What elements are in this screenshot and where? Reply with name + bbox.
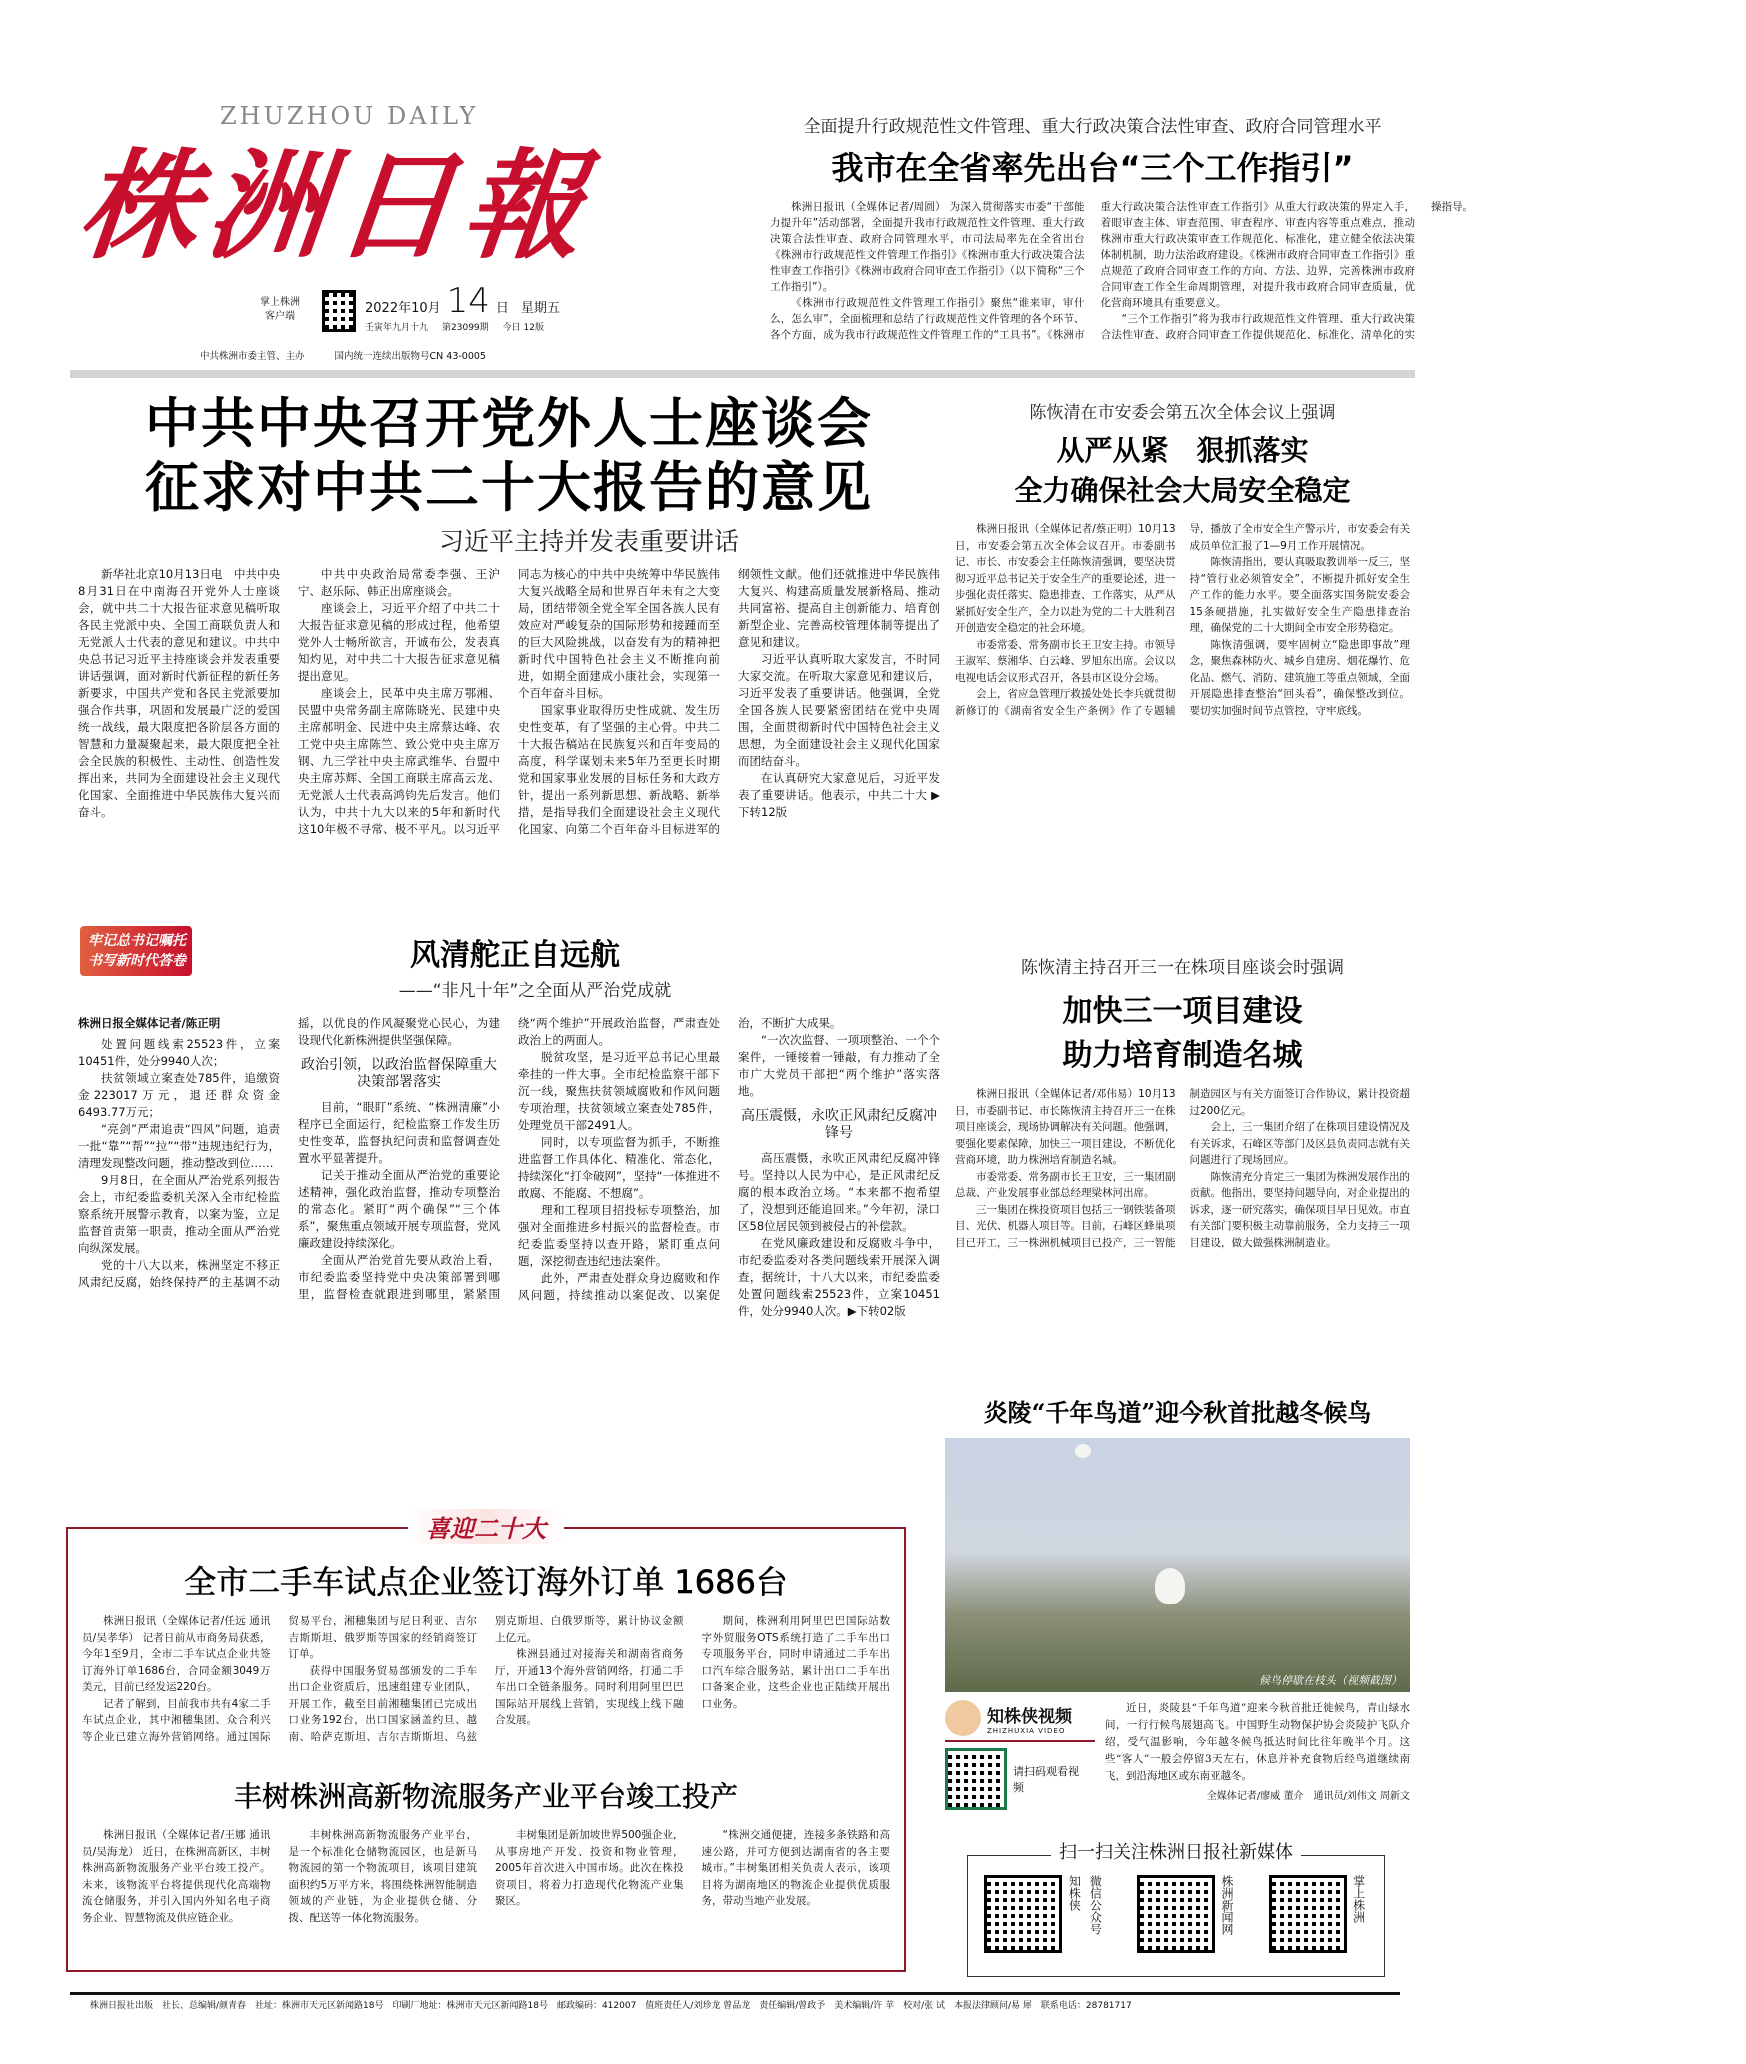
lead-title-2: 征求对中共二十大报告的意见 <box>145 456 873 519</box>
paragraph: 株洲日报讯（全媒体记者/周圆） 为深入贯彻落实市委“干部能力提升年”活动部署，全面提升我市行政规范性文件管理、重大行政决策合法性审查、政府合同管理水平，市司法局率先在全省出台《株洲市行政规范性文件管理工作指引》《株洲市重大行政决策合法性审查工作指引》《株洲市政府合同审查工作指引》（以下简称“三个工作指引”）。 <box>770 201 1085 293</box>
car-body <box>82 1613 890 1753</box>
top-story-kicker: 全面提升行政规范性文件管理、重大行政决策合法性审查、政府合同管理水平 <box>803 117 1382 137</box>
celebrate-banner: 喜迎二十大 <box>408 1509 564 1544</box>
safety-kicker: 陈恢清在市安委会第五次全体会议上强调 <box>1029 403 1336 423</box>
paragraph: 座谈会上，民革中央主席万鄂湘、民盟中央常务副主席陈晓光、民建中央主席郝明金、民进中央主席蔡达峰、农工党中央主席陈竺、致公党中央主席万钢、九三学社中央主席武维华、台盟中央主席苏辉、全国工商联主席高云龙、无党派人士代表高鸿钧先后发言。他们认为，中共十九大以来的5年和新时代这10年极不寻常、极不平凡。以习近平同志为核心的中共中央统筹中华民族伟大复兴战略全局和世界百年未有之大变局，团结带领全党全军全国各族人民有效应对严峻复杂的国际形势和接踵而至的巨大风险挑战，以奋发有为的精神把新时代中国特色社会主义不断推向前进，如期全面建成小康社会，实现第一个百年奋斗目标。 <box>298 567 720 836</box>
issue-line <box>365 322 544 334</box>
qr-code[interactable] <box>1269 1875 1347 1953</box>
paragraph: 高压震慑，永吹正风肃纪反腐冲锋号。坚持以人民为中心，是正风肃纪反腐的根本政治立场。“本来都不抱希望了，没想到还能追回来。”今年初，渌口区58位居民领到被侵占的补偿款。 <box>738 1151 940 1233</box>
paragraph: 丰树株洲高新物流服务产业平台，是一个标准化仓储物流园区，也是新马物流园的第一个物流项目，该项目建筑面积约5万平方米，将围绕株洲智能制造领域的产业链，为企业提供仓储、分拨、配送等一体化物流服务。 <box>288 1829 477 1924</box>
qr-label: 株洲新闻网 <box>1219 1875 1234 1935</box>
qr-zhizhuxia[interactable] <box>984 1875 1104 1953</box>
masthead-divider <box>70 370 1415 378</box>
paragraph: 9月8日，在全面从严治党系列报告会上，市纪委监委机关深入全市纪检监察系统开展警示教育，以案为鉴，立足监督首责第一职责，推动全面从严治党向纵深发展。 <box>78 1173 280 1255</box>
paragraph: “亮剑”严肃追责“四风”问题，追责一批“靠”“帮”“拉”“带”违规违纪行为，清理发现整改问题，推动整改到位…… <box>78 1122 280 1170</box>
qr-label: 掌上株洲 <box>1351 1875 1366 1923</box>
app-label-1: 掌上株洲 <box>260 297 300 308</box>
paragraph: 《株洲市行政规范性文件管理工作指引》聚焦“谁来审，审什么，怎么审”，全面梳理和总结了行政规范性文件管理的各个环节、各个方面，成为我市行政规范性文件管理工作的“工具书”。《株洲市重大行政决策合法性审查工作指引》从重大行政决策的界定入手，着眼审查主体、审查范围、审查程序、审查内容等重点难点，推动株洲市重大行政决策审查工作规范化、标准化，建立健全依法决策体制机制，助力法治政府建设。《株洲市政府合同审查工作指引》重点规范了政府合同审查工作的方向、方法、边界，完善株洲市政府合同审查工作全生命周期管理，对提升我市政府合同审查质量，优化营商环境具有重要意义。 <box>770 201 1415 341</box>
cn-number: 国内统一连续出版物号CN 43-0005 <box>334 351 486 362</box>
paragraph: 在认真研究大家意见后，习近平发表了重要讲话。他表示，中共二十大 ▶下转12版 <box>738 771 940 819</box>
lead-story <box>78 392 940 896</box>
paragraph: 会上，省应急管理厅救援处处长李兵就贯彻新修订的《湖南省安全生产条例》作了专题辅导，播放了全市安全生产警示片，市安委会有关成员单位汇报了1—9月工作开展情况。 <box>955 523 1410 717</box>
paragraph: 处置问题线索25523件，立案10451件，处分9940人次； <box>78 1037 280 1068</box>
date-day: 14 <box>446 281 490 321</box>
inline-heading: 高压震慑，永吹正风肃纪反腐冲锋号 <box>741 1108 937 1141</box>
scan-hint: 请扫码观看视频 <box>1013 1765 1079 1794</box>
qr-news-site[interactable] <box>1137 1875 1236 1953</box>
date-prefix: 2022年10月 <box>365 301 441 316</box>
paragraph: 此外，严肃查处群众身边腐败和作风问题，持续推动以案促改、以案促治，不断扩大成果。 <box>518 1016 842 1302</box>
top-story-title: 我市在全省率先出台“三个工作指引” <box>831 149 1354 187</box>
car-title: 全市二手车试点企业签订海外订单 1686台 <box>184 1563 788 1601</box>
logo: 株洲日報 <box>72 136 600 275</box>
badge-line-2: 书写新时代答卷 <box>88 953 186 969</box>
paragraph: 株洲日报讯（全媒体记者/任远 通讯员/吴孝华） 记者日前从市商务局获悉，今年1至9月，全市二手车试点企业共签订海外订单1686台，合同金额3049万美元，目前已经发运220台。 <box>82 1615 271 1693</box>
lead-body <box>78 566 940 896</box>
lead-title-1: 中共中央召开党外人士座谈会 <box>145 392 873 455</box>
bird-photo <box>945 1438 1410 1692</box>
sany-title-1: 加快三一项目建设 <box>1062 994 1303 1029</box>
paragraph: 株洲县通过对接海关和湖南省商务厅，开通13个海外营销网络，打通二手车出口全链条服务。同时利用阿里巴巴国际站开展线上营销，实现线上线下融合发展。 <box>495 1648 684 1726</box>
video-brand-panel <box>945 1700 1095 1810</box>
paragraph: 期间，株洲利用阿里巴巴国际站数字外贸服务OTS系统打造了二手车出口专项服务平台，同时申请通过二手车出口汽车综合服务站，累计出口二手车出口备案企业，这些企业也正陆续开展出口业务。 <box>701 1615 890 1710</box>
badge-line-1: 牢记总书记嘱托 <box>88 933 186 949</box>
paragraph: 市委常委、常务副市长王卫安主持。市领导王淑军、蔡湘华、白云峰、罗旭东出席。会议以电视电话会议形式召开，各县市区设分会场。 <box>955 638 1176 684</box>
sany-body <box>955 1086 1410 1386</box>
paragraph: 陈恢清充分肯定三一集团为株洲发展作出的贡献。他指出，要坚持问题导向，对企业提出的诉求，逐一研究落实，确保项目早日见效。市直有关部门要积极主动靠前服务，全力支持三一项目建设，做大做强株洲制造业。 <box>1189 1170 1410 1249</box>
lead-subtitle: 习近平主持并发表重要讲话 <box>438 527 739 556</box>
feature-body <box>70 1015 940 1495</box>
sany-title-2: 助力培育制造名城 <box>1062 1038 1303 1073</box>
paragraph: 国家事业取得历史性成就、发生历史性变革，有了坚强的主心骨。中共二十大报告稿站在民族复兴和百年变局的高度，科学谋划未来5年乃至更长时期党和国家事业发展的目标任务和大政方针，提出一系列新思想、新战略、新举措，是指导我们全面建设社会主义现代化国家、向第二个百年奋斗目标进军的纲领性文献。他们还就推进中华民族伟大复兴、构建高质量发展新格局、推动共同富裕、提高自主创新能力、培育创新型企业、完善高校管理体制等提出了意见和建议。 <box>518 567 940 836</box>
inline-heading: 政治引领，以政治监督保障重大决策部署落实 <box>301 1057 497 1090</box>
paragraph: 党的十八大以来，株洲坚定不移正风肃纪反腐，始终保持严的主基调不动摇，以优良的作风凝聚党心民心，为建设现代化新株洲提供坚强保障。 <box>78 1016 500 1289</box>
paragraph: 丰树集团是新加坡世界500强企业，从事房地产开发、投资和物业管理，2005年首次进入中国市场。此次在株投资项目，将着力打造现代化物流产业集聚区。 <box>495 1829 684 1907</box>
page-count: 今日 12版 <box>502 323 544 333</box>
feature-story <box>70 910 940 1495</box>
masthead <box>70 100 760 340</box>
app-qr-code[interactable] <box>322 290 356 332</box>
sany-kicker: 陈恢清主持召开三一在株项目座谈会时强调 <box>1021 958 1344 978</box>
paragraph: 株洲日报讯（全媒体记者/蔡正明）10月13日，市安委会第五次全体会议召开。市委副书记、市长、市安委会主任陈恢清强调，要坚决贯彻习近平总书记关于安全生产的重要论述，进一步强化责任落实、隐患排查、工作落实，从严从紧抓好安全生产，全力以赴为党的二十大胜利召开创造安全稳定的社会环境。 <box>955 523 1176 634</box>
feature-badge <box>80 926 192 976</box>
date-line <box>365 281 560 321</box>
weekday: 星期五 <box>520 301 560 316</box>
paragraph: 株洲日报讯（全媒体记者/王娜 通讯员/吴海龙） 近日，在株洲高新区，丰树株洲高新物流服务产业平台竣工投产。未来，该物流平台将提供现代化高端物流仓储服务，并引入国内外知名电子商务企业、智慧物流及供应链企业。 <box>82 1829 271 1924</box>
paragraph: 扶贫领域立案查处785件，追缴资金223017万元，退还群众资金6493.77万元； <box>78 1071 280 1119</box>
paragraph: 同时，以专项监督为抓手，不断推进监督工作具体化、精准化、常态化，持续深化“打伞破网”，坚持“一体推进不敢腐、不能腐、不想腐”。 <box>518 1135 720 1200</box>
video-brand-en: ZHIZHUXIA VIDEO <box>987 1726 1066 1735</box>
paragraph: 会上，三一集团介绍了在株项目建设情况及有关诉求，石峰区等部门及区县负责同志就有关问题进行了现场回应。 <box>1189 1121 1410 1166</box>
paragraph: 市委常委、常务副市长王卫安，三一集团副总裁、产业发展事业部总经理梁林河出席。 <box>955 1170 1176 1199</box>
paragraph: 目前，“眼盯”系统、“株洲清廉”小程序已全面运行，纪检监察工作发生历史性变革，监督执纪问责和监督调查处置水平显著提升。 <box>298 1100 500 1165</box>
feature-subtitle: ——“非凡十年”之全面从严治党成就 <box>398 981 672 1001</box>
sany-story <box>955 953 1410 1386</box>
footer-imprint: 株洲日报社出版 社长、总编辑/颜青春 社址：株洲市天元区新闻路18号 印刷厂地址：株洲市天元区新闻路18号 邮政编码：412007 值班责任人/刘珍龙 曾品龙 责任编辑/曾政予 美术编辑/许 苹 校对/张 试 本报法律顾问/易 犀 联系电话：28781717 <box>90 2001 1132 2011</box>
logistics-title: 丰树株洲高新物流服务产业平台竣工投产 <box>233 1780 738 1813</box>
qr-code[interactable] <box>984 1875 1062 1953</box>
paragraph: 理和工程项目招投标专项整治，加强对全面推进乡村振兴的监督检查。市纪委监委坚持以查开路，紧盯重点问题，深挖彻查违纪违法案件。 <box>518 1203 720 1268</box>
video-block <box>945 1700 1410 1810</box>
feature-title: 风清舵正自远航 <box>410 938 620 973</box>
paragraph: 座谈会上，习近平介绍了中共二十大报告征求意见稿的形成过程，他希望党外人士畅所欲言，开诚布公，发表真知灼见，对中共二十大报告征求意见稿提出意见。 <box>298 601 500 683</box>
paragraph: 陈恢清强调，要牢固树立“隐患即事故”理念，聚焦森林防火、城乡自建房、烟花爆竹、危化品、燃气、消防、建筑施工等重点领域，全面开展隐患排查整治“回头看”，确保整改到位。要切实加强时间节点管控，守牢底线。 <box>1189 638 1410 717</box>
zhizhuxia-logo <box>945 1700 981 1736</box>
date-suffix: 日 <box>495 301 509 316</box>
new-media-box <box>967 1842 1385 1977</box>
paragraph: 全面从严治党首先要从政治上看，市纪委监委坚持党中央决策部署到哪里，监督检查就跟进到哪里，紧紧围绕“两个维护”开展政治监督，严肃查处政治上的两面人。 <box>298 1016 720 1301</box>
celebrate-box <box>66 1515 906 1972</box>
photo-caption: 候鸟停歇在枝头（视频截图） <box>1259 1674 1402 1687</box>
paragraph: 三一集团在株投资项目包括三一钢铁装备项目、光伏、机器人项目等。目前，石峰区蜂巢项目已开工，三一株洲机械项目已投产，三一智能制造园区与有关方面签订合作协议，累计投资超过200亿元。 <box>955 1088 1410 1249</box>
safety-story <box>955 398 1410 931</box>
bird-title: 炎陵“千年鸟道”迎今秋首批越冬候鸟 <box>983 1398 1372 1427</box>
paragraph: 陈恢清指出，要认真吸取教训举一反三，坚持“管行业必须管安全”，不断提升抓好安全生产工作的能力水平。要全面落实国务院安委会15条硬措施，扎实做好安全生产隐患排查治理，确保党的二十大期间全市安全形势稳定。 <box>1189 556 1410 634</box>
paragraph: “三个工作指引”将为我市行政规范性文件管理、重大行政决策合法性审查、政府合同审查工作提供规范化、标准化、清单化的实操指导。 <box>1100 201 1473 341</box>
sponsor: 中共株洲市委主管、主办 <box>200 351 305 362</box>
top-story <box>770 112 1473 351</box>
new-media-title: 扫一扫关注株洲日报社新媒体 <box>1051 1841 1301 1865</box>
safety-title-1: 从严从紧 狠抓落实 <box>1056 434 1309 467</box>
paragraph: 记关于推动全面从严治党的重要论述精神，强化政治监督，推动专项整治的常态化。紧盯“两个确保”“三个体系”，聚焦重点领域开展专项监督，党风廉政建设持续深化。 <box>298 1168 500 1250</box>
footer-rule <box>70 1992 1400 1995</box>
qr-label: 知株侠 <box>1067 1875 1082 1911</box>
bird-credit: 全媒体记者/廖威 董介 通讯员/刘伟文 周新文 <box>1206 1791 1410 1802</box>
paragraph: “一次次监督、一项项整治、一个个案件，一锤接着一锤敲，有力推动了全市广大党员干部把“两个维护”落实落地。 <box>738 1033 940 1098</box>
video-brand: 知株侠视频 <box>987 1706 1072 1727</box>
lunar-date: 壬寅年九月十九 <box>365 323 429 333</box>
safety-title-2: 全力确保社会大局安全稳定 <box>1014 474 1351 507</box>
bird-story <box>945 1393 1410 1810</box>
publication-info <box>200 350 486 363</box>
paragraph: 株洲日报讯（全媒体记者/邓伟易）10月13日，市委副书记、市长陈恢清主持召开三一在株项目座谈会，现场协调解决有关问题。他强调，要强化要素保障，加快三一项目建设，不断优化营商环境，助力株洲培育制造名城。 <box>955 1088 1176 1166</box>
egret-shape <box>1155 1568 1185 1604</box>
paragraph: 中共中央政治局常委李强、王沪宁、赵乐际、韩正出席座谈会。 <box>298 567 500 598</box>
paragraph: 记者了解到，目前我市共有4家二手车试点企业，其中湘穗集团、众合利兴等企业已建立海外营销网络。通过国际贸易平台，湘穗集团与尼日利亚、吉尔吉斯斯坦、俄罗斯等国家的经销商签订订单。 <box>82 1615 477 1743</box>
paragraph: 脱贫攻坚，是习近平总书记心里最牵挂的一件大事。全市纪检监察干部下沉一线，聚焦扶贫领域腐败和作风问题专项治理，扶贫领域立案查处785件，处理党员干部2491人。 <box>518 1050 720 1132</box>
qr-code[interactable] <box>1137 1875 1215 1953</box>
safety-body <box>955 521 1410 931</box>
qr-label: 微信公众号 <box>1088 1875 1103 1935</box>
paragraph: 习近平认真听取大家发言，不时同大家交流。在听取大家意见和建议后，习近平发表了重要讲话。他强调，全党全国各族人民要紧密团结在党中央周围，全面贯彻新时代中国特色社会主义思想，为全面建设社会主义现代化国家而团结奋斗。 <box>738 652 940 768</box>
bird-text: 近日，炎陵县“千年鸟道”迎来今秋首批迁徙候鸟，青山绿水间，一行行候鸟展翅高飞。中国野生动物保护协会炎陵护飞队介绍，受气温影响，今年越冬候鸟抵达时间比往年晚半个月。这些“客人”一般会停留3天左右，休息并补充食物后经鸟道继续南飞，到沿海地区或东南亚越冬。 <box>1105 1702 1410 1782</box>
top-story-body <box>770 199 1473 351</box>
paragraph: 新华社北京10月13日电 中共中央8月31日在中南海召开党外人士座谈会，就中共二十大报告征求意见稿听取各民主党派中央、全国工商联负责人和无党派人士代表的意见和建议。中共中央总书记习近平主持座谈会并发表重要讲话强调，面对新时代新征程的新任务新要求，中国共产党和各民主党派要加强合作共事，巩固和发展最广泛的爱国统一战线，最大限度把各阶层各方面的智慧和力量凝聚起来，最大限度把全社会全民族的积极性、主动性、创造性发挥出来，共同为全面建设社会主义现代化国家、全面推进中华民族伟大复兴而奋斗。 <box>78 567 280 819</box>
logistics-body <box>82 1827 890 1967</box>
paragraph: 获得中国服务贸易部颁发的二手车出口企业资质后，迅速组建专业团队，开展工作，截至目前湘穗集团已完成出口业务192台，出口国家涵盖约旦、越南、哈萨克斯坦、吉尔吉斯斯坦、乌兹别克斯坦、白俄罗斯等，累计协议金额上亿元。 <box>288 1615 684 1743</box>
issue-number: 第23099期 <box>442 323 489 333</box>
app-label <box>260 296 300 324</box>
byline: 株洲日报全媒体记者/陈正明 <box>78 1016 221 1030</box>
paragraph: 在党风廉政建设和反腐败斗争中，市纪委监委对各类问题线索开展深入调查，据统计，十八大以来，市纪委监委处置问题线索25523件，立案10451件，处分9940人次。▶下转02版 <box>738 1236 940 1318</box>
english-title: ZHUZHOU DAILY <box>220 102 479 130</box>
video-qr-code[interactable] <box>945 1748 1007 1810</box>
egret-shape <box>1075 1444 1091 1458</box>
paragraph: “株洲交通便捷，连接多条铁路和高速公路，并可方便到达湖南省的各主要城市。”丰树集团相关负责人表示，该项目将为湖南地区的物流企业提供优质服务，带动当地产业发展。 <box>701 1829 890 1907</box>
app-label-2: 客户端 <box>265 311 295 322</box>
qr-app[interactable] <box>1269 1875 1368 1953</box>
